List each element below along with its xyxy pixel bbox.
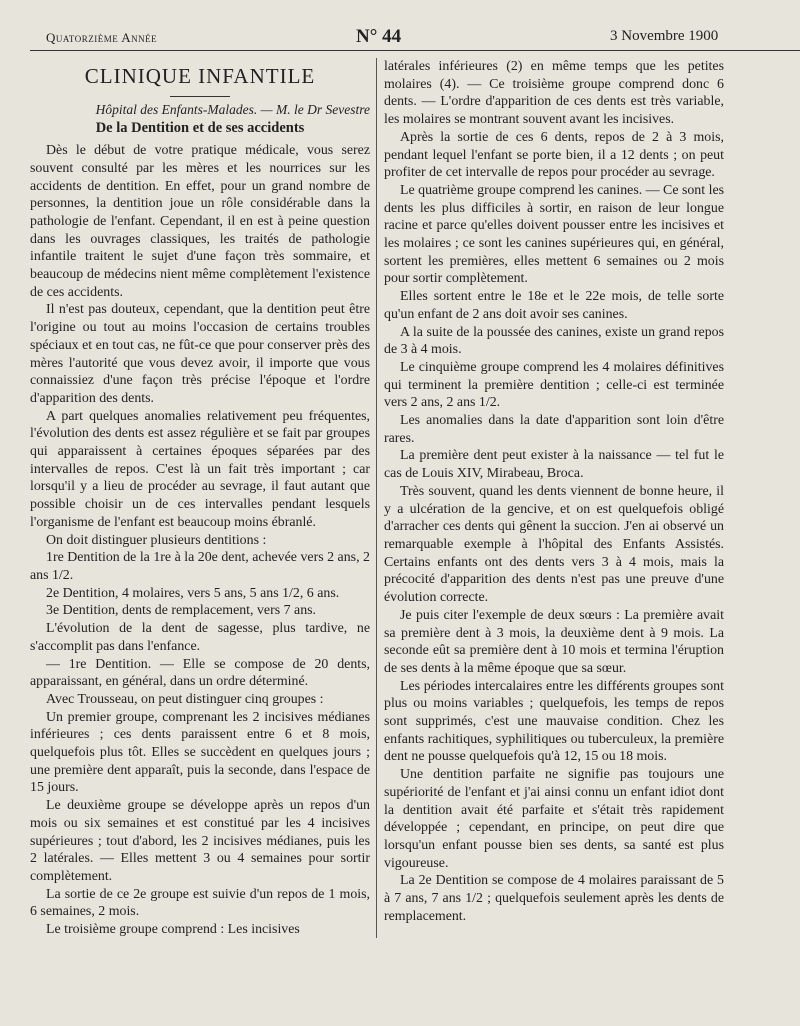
paragraph: 3e Dentition, dents de remplacement, vers 7 ans.	[46, 603, 317, 619]
issue-number: N° 44	[356, 26, 402, 47]
right-column	[384, 58, 724, 925]
paragraph: latérales inférieures (2) en même temps que les petites molaires (4). — Ce troisième groupe comprend donc 6 dents. — L'ordre d'apparition de ces dents est très variable, les molaires se montrant souvent avant les incisives.	[384, 59, 724, 128]
volume-year: Quatorzième Année	[46, 30, 158, 45]
paragraph: Après la sortie de ces 6 dents, repos de 2 à 3 mois, pendant lequel l'enfant se porte bien, il a 12 dents ; on peut profiter de cet intervalle de repos pour procéder au sevrage.	[384, 129, 724, 181]
paragraph: Il n'est pas douteux, cependant, que la dentition peut être l'origine ou tout au moins l'occasion de certains troubles spéciaux et en tout cas, ne fût-ce que pour conserver près des mères l'autorité que vous devez avoir, il importe que vous connaissiez d'une façon très précise l'époque et l'ordre d'apparition des dents.	[30, 302, 370, 406]
issue-date: 3 Novembre 1900	[610, 28, 719, 44]
paragraph: Je puis citer l'exemple de deux sœurs : La première avait sa première dent à 3 mois, la deuxième dent à 9 mois. La seconde eût sa première dent à 10 mois et termina l'éruption de ses dents à la même époque que sa sœur.	[384, 607, 724, 676]
paragraph: Le troisième groupe comprend : Les incisives	[46, 922, 300, 938]
paragraph: L'évolution de la dent de sagesse, plus tardive, ne s'accomplit pas dans l'enfance.	[30, 621, 370, 654]
paragraph: Elles sortent entre le 18e et le 22e mois, de telle sorte qu'un enfant de 2 ans doit avoir ses canines.	[384, 289, 724, 322]
header-rule	[30, 50, 800, 51]
left-column	[30, 58, 370, 939]
paragraph: La première dent peut exister à la naissance — tel fut le cas de Louis XIV, Mirabeau, Broca.	[384, 448, 724, 482]
paragraph: Le quatrième groupe comprend les canines. — Ce sont les dents les plus difficiles à sortir, en raison de leur longue racine et parce qu'elles doivent pousser entre les incisives et les molaires ; ce sont les canines supérieures qui, en général, sortent les premières, elles mettent 6 semaines ou 2 mois pour sortir complètement.	[384, 182, 725, 287]
paragraph: Une dentition parfaite ne signifie pas toujours une supériorité de l'enfant et j'ai ainsi connu un enfant idiot dont la dentition avait été parfaite et s'était très rapidement développée ; cependant, en principe, on peut dire que lorsqu'un enfant pousse bien ses dents, sa santé est plus vigoureuse.	[384, 767, 724, 871]
paragraph: — 1re Dentition. — Elle se compose de 20 dents, apparaissant, en général, dans un ordre déterminé.	[30, 656, 370, 690]
paragraph: La sortie de ce 2e groupe est suivie d'un repos de 1 mois, 6 semaines, 2 mois.	[30, 886, 370, 920]
paragraph: Les périodes intercalaires entre les différents groupes sont plus ou moins variables ; quelquefois, les temps de repos sont supprimés, c'est une mauvaise condition. Chez les enfants rachitiques, syphilitiques ou tuberculeux, la première dent ne pousse quelquefois qu'à 12, 15 ou 18 mois.	[384, 678, 724, 765]
paragraph: 2e Dentition, 4 molaires, vers 5 ans, 5 ans 1/2, 6 ans.	[46, 585, 340, 601]
paragraph: Avec Trousseau, on peut distinguer cinq groupes :	[46, 691, 324, 707]
article-title: De la Dentition et de ses accidents	[95, 120, 305, 137]
paragraph: Un premier groupe, comprenant les 2 incisives médianes inférieures ; ces dents paraissent entre 6 et 8 mois, quelquefois plus tôt. Elles se succèdent en quelques jours ; une première dent apparaît, puis la seconde, dans l'espace de 15 jours.	[30, 709, 370, 796]
paragraph: On doit distinguer plusieurs dentitions :	[46, 532, 267, 548]
source-line: Hôpital des Enfants-Malades. — M. le Dr Sevestre	[95, 101, 370, 117]
paragraph: A la suite de la poussée des canines, existe un grand repos de 3 à 4 mois.	[384, 324, 724, 358]
page-header	[0, 0, 800, 52]
paragraph: Très souvent, quand les dents viennent de bonne heure, il y a ulcération de la gencive, et on est quelquefois obligé d'arracher ces dents qui gênent la succion. J'en ai observé un remarquable exemple à l'hôpital des Enfants Assistés. Certains enfants ont des dents vers 3 à 4 mois, mais la précocité d'apparition des dents n'est pas une preuve d'une évolution correcte.	[384, 483, 724, 606]
paragraph: Le deuxième groupe se développe après un repos d'un mois ou six semaines et est constitué par les 4 incisives supérieures ; tout d'abord, les 2 incisives médianes, puis les 2 latérales. — Elles mettent 3 ou 4 semaines pour sortir complètement.	[30, 798, 370, 884]
paragraph: 1re Dentition de la 1re à la 20e dent, achevée vers 2 ans, 2 ans 1/2.	[30, 550, 370, 583]
paragraph: Le cinquième groupe comprend les 4 molaires définitives qui terminent la première dentition ; celle-ci est terminée vers 2 ans, 2 ans 1/2.	[384, 359, 724, 411]
paragraph: Dès le début de votre pratique médicale, vous serez souvent consulté par les mères et les nourrices sur les accidents de dentition. En effet, pour un grand nombre de personnes, la dentition joue un rôle considérable dans la pathologie de l'enfant. Cependant, il en est à peine question dans les ouvrages classiques, les traités de pathologie infantile traitent le sujet d'une façon très sommaire, et beaucoup de médecins nient même complètement l'existence de ces accidents.	[30, 143, 370, 300]
paragraph: Les anomalies dans la date d'apparition sont loin d'être rares.	[384, 413, 724, 446]
paragraph: A part quelques anomalies relativement peu fréquentes, l'évolution des dents est assez régulière et se fait par groupes qui apparaissent à certaines époques séparées par des intervalles de repos. C'est là un fait très important ; car lorsqu'il y a lieu de procéder au sevrage, il faut autant que possible choisir un de ces intervalles pendant lesquels l'organisme de l'enfant est beaucoup moins ébranlé.	[30, 408, 370, 530]
title-rule	[170, 96, 230, 97]
section-title: CLINIQUE INFANTILE	[84, 64, 316, 88]
column-separator	[376, 58, 377, 938]
paragraph: La 2e Dentition se compose de 4 molaires paraissant de 5 à 7 ans, 7 ans 1/2 ; quelquefois seulement après les dents de remplacement.	[384, 873, 724, 924]
